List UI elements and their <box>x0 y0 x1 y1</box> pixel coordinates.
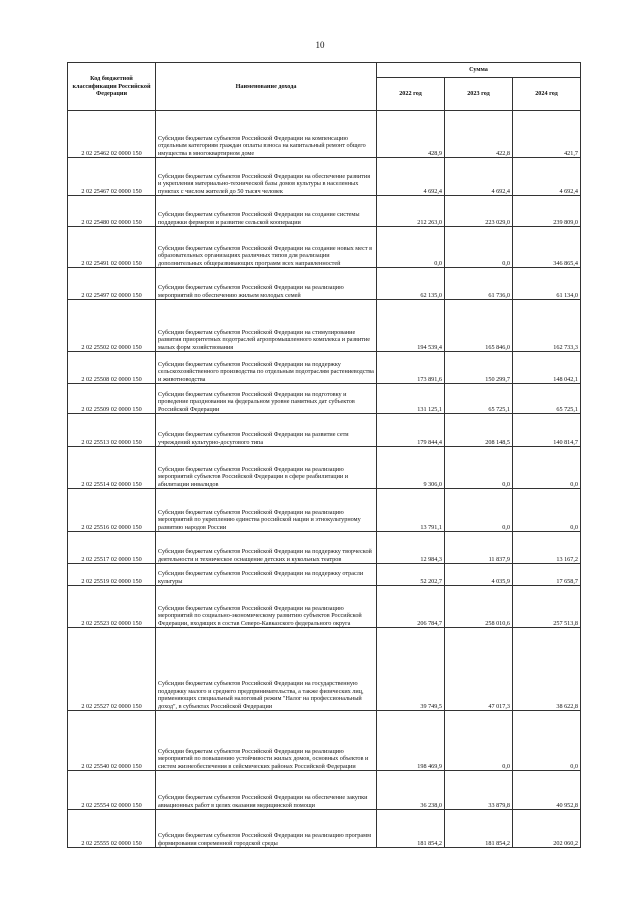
amount-2024: 38 622,8 <box>513 628 581 711</box>
header-code: Код бюджетной классификации Российской Федерации <box>68 63 156 111</box>
table-row <box>68 586 581 628</box>
budget-code: 2 02 25517 02 0000 150 <box>68 532 156 564</box>
table-row <box>68 810 581 848</box>
amount-2023: 0,0 <box>445 447 513 489</box>
header-year-2023: 2023 год <box>445 78 513 111</box>
budget-code: 2 02 25462 02 0000 150 <box>68 111 156 158</box>
amount-2023: 4 692,4 <box>445 158 513 196</box>
budget-code: 2 02 25519 02 0000 150 <box>68 564 156 586</box>
header-year-2024: 2024 год <box>513 78 581 111</box>
budget-code: 2 02 25513 02 0000 150 <box>68 414 156 447</box>
amount-2022: 131 125,1 <box>377 384 445 414</box>
table-body <box>68 111 581 848</box>
table-row <box>68 447 581 489</box>
amount-2023: 47 017,3 <box>445 628 513 711</box>
budget-code: 2 02 25491 02 0000 150 <box>68 227 156 268</box>
amount-2022: 194 539,4 <box>377 300 445 352</box>
budget-code: 2 02 25555 02 0000 150 <box>68 810 156 848</box>
amount-2022: 198 469,9 <box>377 711 445 771</box>
amount-2024: 0,0 <box>513 447 581 489</box>
revenue-name: Субсидии бюджетам субъектов Российской Федерации на обеспечение развития и укрепления материально-технической базы домов культуры в населенных пунктах с числом жителей до 50 тысяч человек <box>156 158 377 196</box>
amount-2024: 4 692,4 <box>513 158 581 196</box>
amount-2023: 65 725,1 <box>445 384 513 414</box>
table-row <box>68 227 581 268</box>
table-row <box>68 300 581 352</box>
budget-code: 2 02 25509 02 0000 150 <box>68 384 156 414</box>
revenue-table <box>67 62 581 848</box>
amount-2024: 202 060,2 <box>513 810 581 848</box>
revenue-name: Субсидии бюджетам субъектов Российской Федерации на государственную поддержку малого и среднего предпринимательства, а также физических лиц, применяющих специальный налоговый режим "Налог на профессиональный доход", в субъектах Российской Федерации <box>156 628 377 711</box>
budget-code: 2 02 25523 02 0000 150 <box>68 586 156 628</box>
amount-2024: 0,0 <box>513 489 581 532</box>
revenue-name: Субсидии бюджетам субъектов Российской Федерации на подготовку и проведение празднования на федеральном уровне памятных дат субъектов Российской Федерации <box>156 384 377 414</box>
table-row <box>68 564 581 586</box>
amount-2022: 181 854,2 <box>377 810 445 848</box>
revenue-name: Субсидии бюджетам субъектов Российской Федерации на компенсацию отдельным категориям граждан оплаты взноса на капитальный ремонт общего имущества в многоквартирном доме <box>156 111 377 158</box>
revenue-name: Субсидии бюджетам субъектов Российской Федерации на обеспечение закупки авиационных работ в целях оказания медицинской помощи <box>156 771 377 810</box>
table-row <box>68 158 581 196</box>
amount-2024: 65 725,1 <box>513 384 581 414</box>
amount-2022: 62 135,0 <box>377 268 445 300</box>
amount-2022: 428,9 <box>377 111 445 158</box>
budget-code: 2 02 25502 02 0000 150 <box>68 300 156 352</box>
revenue-name: Субсидии бюджетам субъектов Российской Федерации на создание системы поддержки фермеров и развитие сельской кооперации <box>156 196 377 227</box>
budget-code: 2 02 25467 02 0000 150 <box>68 158 156 196</box>
amount-2023: 165 846,0 <box>445 300 513 352</box>
amount-2022: 206 784,7 <box>377 586 445 628</box>
table-row <box>68 532 581 564</box>
table-row <box>68 771 581 810</box>
budget-code: 2 02 25527 02 0000 150 <box>68 628 156 711</box>
budget-code: 2 02 25540 02 0000 150 <box>68 711 156 771</box>
amount-2024: 148 042,1 <box>513 352 581 384</box>
amount-2023: 422,8 <box>445 111 513 158</box>
budget-code: 2 02 25514 02 0000 150 <box>68 447 156 489</box>
amount-2022: 12 984,3 <box>377 532 445 564</box>
amount-2024: 13 167,2 <box>513 532 581 564</box>
table-header-row <box>68 63 581 78</box>
table-row <box>68 384 581 414</box>
page-number: 10 <box>315 40 325 50</box>
budget-code: 2 02 25508 02 0000 150 <box>68 352 156 384</box>
amount-2023: 223 029,0 <box>445 196 513 227</box>
budget-code: 2 02 25497 02 0000 150 <box>68 268 156 300</box>
revenue-name: Субсидии бюджетам субъектов Российской Федерации на реализацию мероприятий по социально-экономическому развитию субъектов Российской Федерации, входящих в состав Северо-Кавказского федерального округа <box>156 586 377 628</box>
amount-2024: 239 809,0 <box>513 196 581 227</box>
revenue-name: Субсидии бюджетам субъектов Российской Федерации на реализацию мероприятий субъектов Российской Федерации в сфере реабилитации и абилитации инвалидов <box>156 447 377 489</box>
table-row <box>68 489 581 532</box>
amount-2023: 0,0 <box>445 489 513 532</box>
amount-2022: 13 791,1 <box>377 489 445 532</box>
table-row <box>68 268 581 300</box>
amount-2024: 257 513,8 <box>513 586 581 628</box>
amount-2024: 140 814,7 <box>513 414 581 447</box>
amount-2022: 9 306,0 <box>377 447 445 489</box>
budget-code: 2 02 25480 02 0000 150 <box>68 196 156 227</box>
amount-2023: 61 736,0 <box>445 268 513 300</box>
amount-2023: 0,0 <box>445 711 513 771</box>
amount-2024: 162 733,3 <box>513 300 581 352</box>
table-row <box>68 111 581 158</box>
table-row <box>68 414 581 447</box>
header-year-2022: 2022 год <box>377 78 445 111</box>
amount-2022: 179 844,4 <box>377 414 445 447</box>
revenue-name: Субсидии бюджетам субъектов Российской Федерации на реализацию программ формирования современной городской среды <box>156 810 377 848</box>
amount-2022: 52 202,7 <box>377 564 445 586</box>
table-row <box>68 628 581 711</box>
amount-2022: 4 692,4 <box>377 158 445 196</box>
header-name: Наименование дохода <box>156 63 377 111</box>
amount-2022: 36 238,0 <box>377 771 445 810</box>
budget-code: 2 02 25554 02 0000 150 <box>68 771 156 810</box>
revenue-name: Субсидии бюджетам субъектов Российской Федерации на поддержку сельскохозяйственного производства по отдельным подотраслям растениеводства и животноводства <box>156 352 377 384</box>
table-row <box>68 352 581 384</box>
amount-2023: 181 854,2 <box>445 810 513 848</box>
amount-2024: 0,0 <box>513 711 581 771</box>
revenue-name: Субсидии бюджетам субъектов Российской Федерации на реализацию мероприятий по обеспечению жильем молодых семей <box>156 268 377 300</box>
table-row <box>68 711 581 771</box>
amount-2023: 208 148,5 <box>445 414 513 447</box>
amount-2023: 4 035,9 <box>445 564 513 586</box>
amount-2023: 0,0 <box>445 227 513 268</box>
amount-2023: 33 879,8 <box>445 771 513 810</box>
header-sum: Сумма <box>377 63 581 78</box>
amount-2024: 346 865,4 <box>513 227 581 268</box>
amount-2023: 258 010,6 <box>445 586 513 628</box>
amount-2024: 40 952,8 <box>513 771 581 810</box>
table-row <box>68 196 581 227</box>
amount-2022: 0,0 <box>377 227 445 268</box>
amount-2022: 212 263,0 <box>377 196 445 227</box>
revenue-name: Субсидии бюджетам субъектов Российской Федерации на создание новых мест в образовательных организациях различных типов для реализации дополнительных общеразвивающих программ всех направленностей <box>156 227 377 268</box>
revenue-name: Субсидии бюджетам субъектов Российской Федерации на реализацию мероприятий по укреплению единства российской нации и этнокультурному развитию народов России <box>156 489 377 532</box>
revenue-name: Субсидии бюджетам субъектов Российской Федерации на стимулирование развития приоритетных подотраслей агропромышленного комплекса и развитие малых форм хозяйствования <box>156 300 377 352</box>
amount-2024: 421,7 <box>513 111 581 158</box>
amount-2022: 39 749,5 <box>377 628 445 711</box>
amount-2023: 11 837,9 <box>445 532 513 564</box>
budget-code: 2 02 25516 02 0000 150 <box>68 489 156 532</box>
amount-2022: 173 891,6 <box>377 352 445 384</box>
amount-2024: 61 134,0 <box>513 268 581 300</box>
amount-2023: 150 299,7 <box>445 352 513 384</box>
revenue-name: Субсидии бюджетам субъектов Российской Федерации на поддержку отрасли культуры <box>156 564 377 586</box>
amount-2024: 17 658,7 <box>513 564 581 586</box>
revenue-name: Субсидии бюджетам субъектов Российской Федерации на поддержку творческой деятельности и техническое оснащение детских и кукольных театров <box>156 532 377 564</box>
revenue-name: Субсидии бюджетам субъектов Российской Федерации на развитие сети учреждений культурно-досугового типа <box>156 414 377 447</box>
revenue-name: Субсидии бюджетам субъектов Российской Федерации на реализацию мероприятий по повышению устойчивости жилых домов, основных объектов и систем жизнеобеспечения в сейсмических районах Российской Федерации <box>156 711 377 771</box>
